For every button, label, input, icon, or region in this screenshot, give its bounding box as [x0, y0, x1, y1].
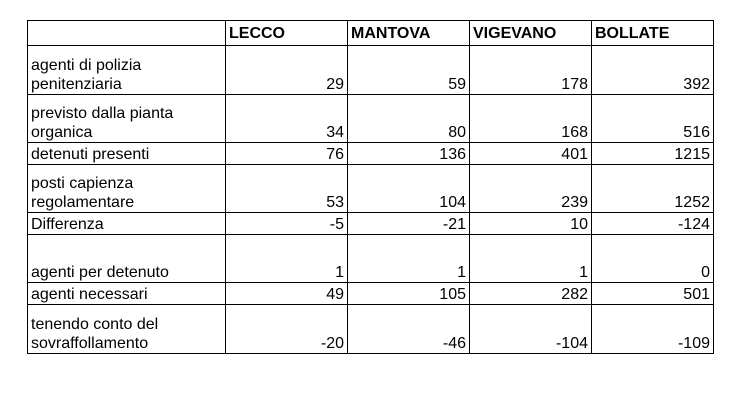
table-cell: 105 — [348, 283, 470, 305]
table-cell: 1215 — [592, 143, 714, 165]
table-cell: 1 — [226, 235, 348, 283]
row-label: posti capienza regolamentare — [28, 165, 226, 213]
row-label: tenendo conto del sovraffollamento — [28, 305, 226, 354]
header-cell-vigevano: VIGEVANO — [470, 21, 592, 46]
table-cell: 1 — [348, 235, 470, 283]
header-row — [28, 21, 714, 46]
table-cell: -5 — [226, 213, 348, 235]
row-label: agenti necessari — [28, 283, 226, 305]
table-cell: 136 — [348, 143, 470, 165]
table-cell: 282 — [470, 283, 592, 305]
header-cell-lecco: LECCO — [226, 21, 348, 46]
table-row — [28, 95, 714, 143]
table-row — [28, 46, 714, 95]
table-row — [28, 213, 714, 235]
table-cell: 178 — [470, 46, 592, 95]
table-row — [28, 283, 714, 305]
table-cell: 53 — [226, 165, 348, 213]
table-row — [28, 143, 714, 165]
header-cell-bollate: BOLLATE — [592, 21, 714, 46]
table-cell: 516 — [592, 95, 714, 143]
table-cell: 239 — [470, 165, 592, 213]
table-cell: 80 — [348, 95, 470, 143]
table-cell: -21 — [348, 213, 470, 235]
table-cell: 29 — [226, 46, 348, 95]
table-row — [28, 305, 714, 354]
data-table — [27, 20, 714, 354]
table-cell: 1 — [470, 235, 592, 283]
table-cell: 1252 — [592, 165, 714, 213]
table-cell: 49 — [226, 283, 348, 305]
row-label: Differenza — [28, 213, 226, 235]
table-cell: 501 — [592, 283, 714, 305]
table-cell: 392 — [592, 46, 714, 95]
header-cell-mantova: MANTOVA — [348, 21, 470, 46]
row-label: previsto dalla pianta organica — [28, 95, 226, 143]
table-cell: 104 — [348, 165, 470, 213]
table-row — [28, 165, 714, 213]
row-label: agenti per detenuto — [28, 235, 226, 283]
table-cell: 168 — [470, 95, 592, 143]
header-cell-empty — [28, 21, 226, 46]
table-cell: 0 — [592, 235, 714, 283]
table-cell: -104 — [470, 305, 592, 354]
table-cell: -124 — [592, 213, 714, 235]
table-cell: 34 — [226, 95, 348, 143]
table-cell: 401 — [470, 143, 592, 165]
table-cell: 76 — [226, 143, 348, 165]
table-cell: 59 — [348, 46, 470, 95]
row-label: agenti di polizia penitenziaria — [28, 46, 226, 95]
table-cell: -46 — [348, 305, 470, 354]
table-cell: -109 — [592, 305, 714, 354]
table-cell: 10 — [470, 213, 592, 235]
table-row — [28, 235, 714, 283]
table-cell: -20 — [226, 305, 348, 354]
row-label: detenuti presenti — [28, 143, 226, 165]
